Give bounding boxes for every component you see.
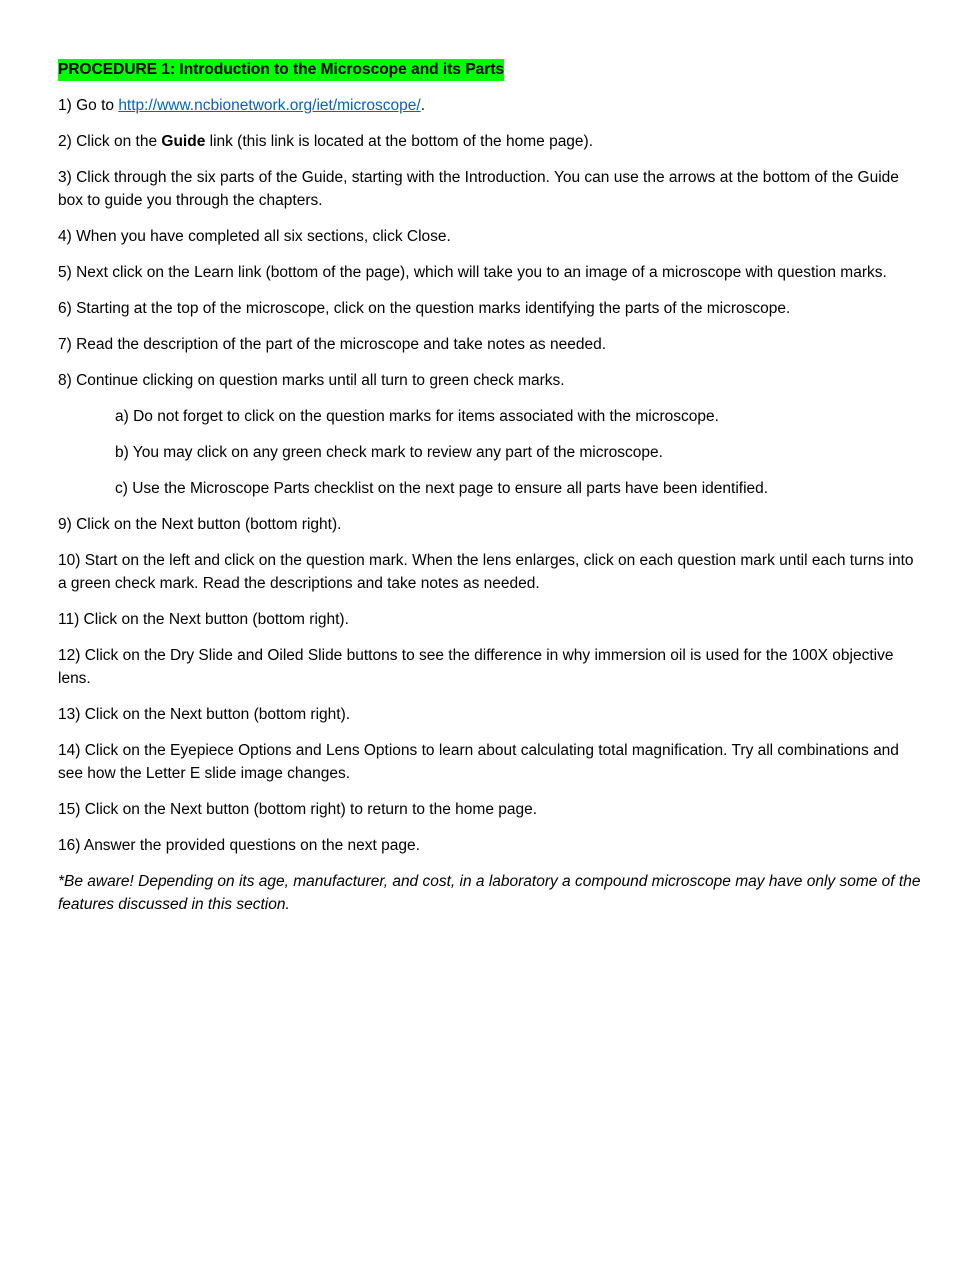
document-page xyxy=(58,58,922,929)
step-6: 6) Starting at the top of the microscope, click on the question marks identifying the parts of the microscope. xyxy=(58,300,791,317)
microscope-url-link[interactable]: http://www.ncbionetwork.org/iet/microscope/ xyxy=(118,97,421,114)
step-8: 8) Continue clicking on question marks until all turn to green check marks. xyxy=(58,372,565,389)
step-9: 9) Click on the Next button (bottom right). xyxy=(58,516,342,533)
step-8b: b) You may click on any green check mark to review any part of the microscope. xyxy=(115,444,663,461)
step-2-guide-bold: Guide xyxy=(161,133,206,150)
step-10: 10) Start on the left and click on the question mark. When the lens enlarges, click on each question mark until each turns into a green check mark. Read the descriptions and take notes as needed. xyxy=(58,552,914,592)
step-2-prefix: 2) Click on the xyxy=(58,133,162,150)
be-aware-note: *Be aware! Depending on its age, manufacturer, and cost, in a laboratory a compound microscope may have only some of the features discussed in this section. xyxy=(58,873,921,913)
step-8c: c) Use the Microscope Parts checklist on the next page to ensure all parts have been identified. xyxy=(115,480,769,497)
step-8a: a) Do not forget to click on the question marks for items associated with the microscope. xyxy=(115,408,719,425)
step-5: 5) Next click on the Learn link (bottom of the page), which will take you to an image of a microscope with question marks. xyxy=(58,264,887,281)
step-1 xyxy=(58,94,922,117)
step-12: 12) Click on the Dry Slide and Oiled Slide buttons to see the difference in why immersion oil is used for the 100X objective lens. xyxy=(58,647,894,687)
step-7: 7) Read the description of the part of the microscope and take notes as needed. xyxy=(58,336,607,353)
step-4: 4) When you have completed all six sections, click Close. xyxy=(58,228,451,245)
step-2 xyxy=(58,130,922,153)
step-15: 15) Click on the Next button (bottom right) to return to the home page. xyxy=(58,801,538,818)
step-11: 11) Click on the Next button (bottom right). xyxy=(58,611,349,628)
step-2-suffix: link (this link is located at the bottom of the home page). xyxy=(205,133,594,150)
step-16: 16) Answer the provided questions on the next page. xyxy=(58,837,420,854)
step-13: 13) Click on the Next button (bottom right). xyxy=(58,706,351,723)
step-1-prefix: 1) Go to xyxy=(58,97,119,114)
step-1-suffix: . xyxy=(420,97,426,114)
step-14: 14) Click on the Eyepiece Options and Lens Options to learn about calculating total magnification. Try all combinations and see how the Letter E slide image changes. xyxy=(58,742,899,782)
step-3: 3) Click through the six parts of the Guide, starting with the Introduction. You can use the arrows at the bottom of the Guide box to guide you through the chapters. xyxy=(58,169,899,209)
procedure-heading: PROCEDURE 1: Introduction to the Microscope and its Parts xyxy=(58,59,504,81)
